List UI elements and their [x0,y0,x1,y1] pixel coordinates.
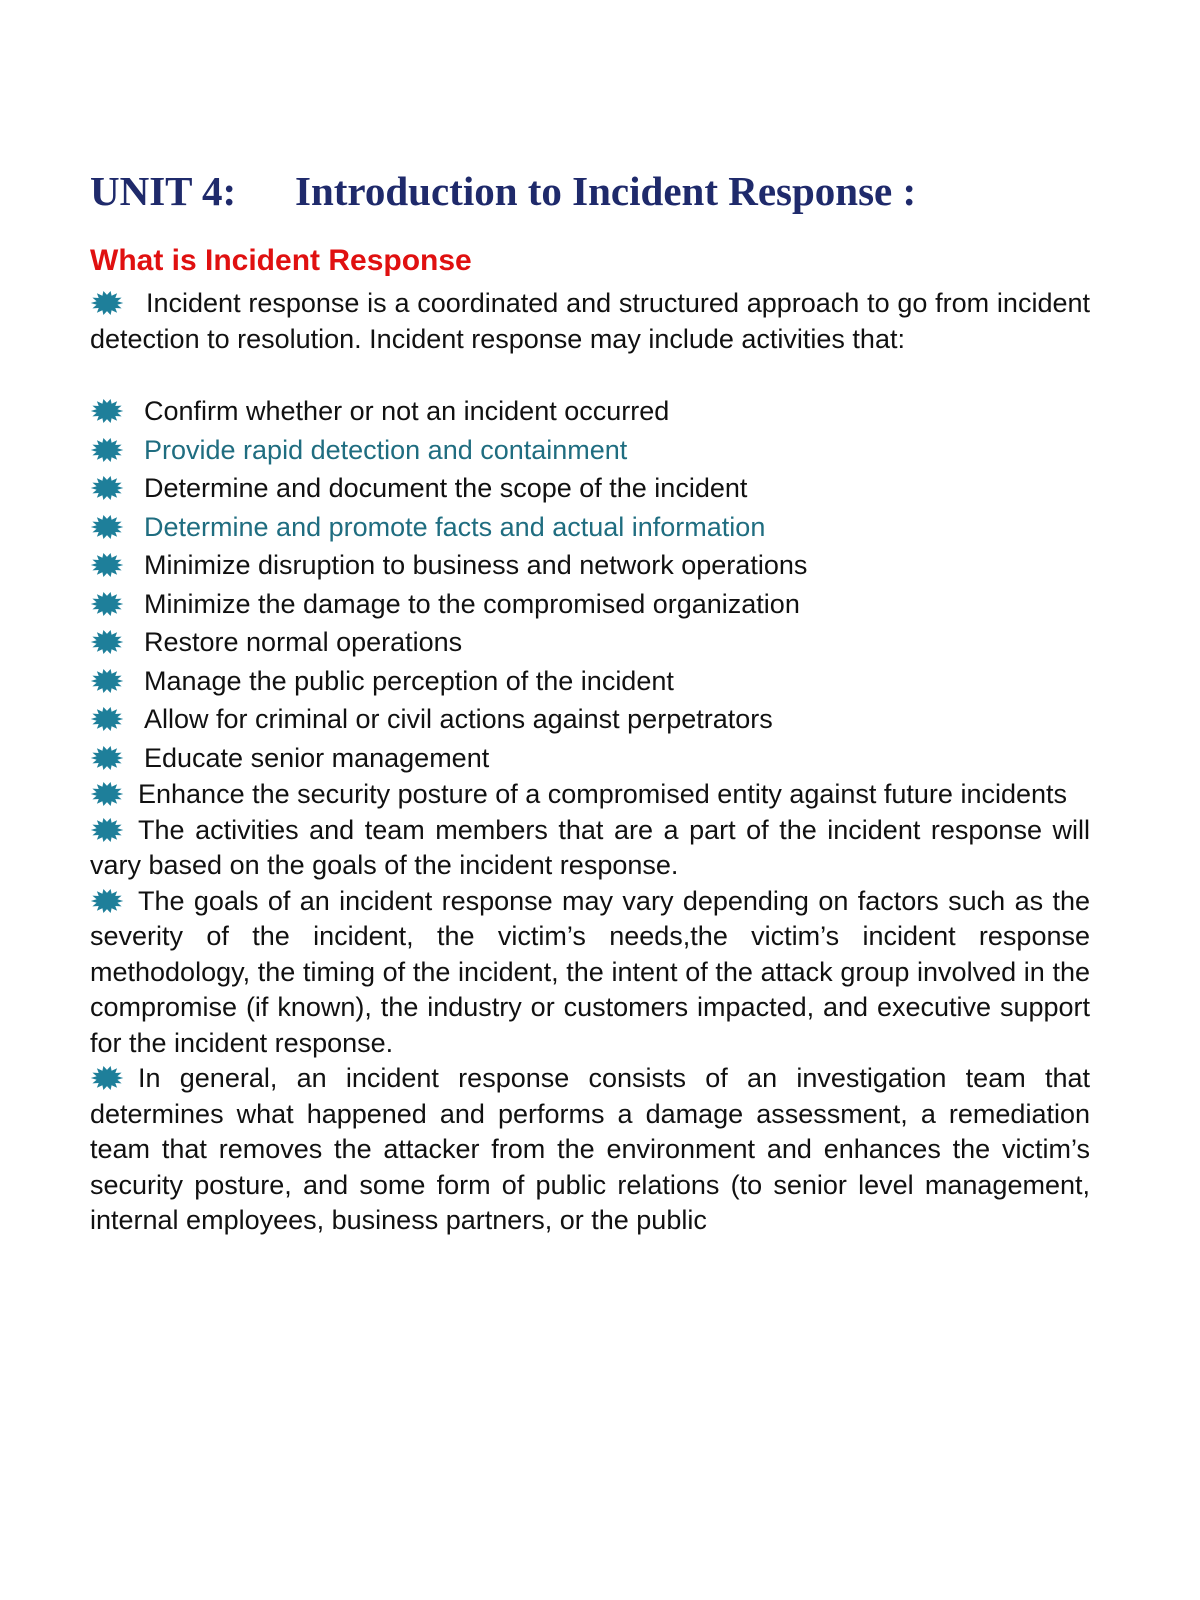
activities-list [90,392,1090,777]
list-item: Restore normal operations [90,623,1090,662]
title-unit: UNIT 4: [90,168,237,214]
document-page [90,160,1090,1239]
list-item: Allow for criminal or civil actions against perpetrators [90,700,1090,739]
title-text: Introduction to Incident Response [295,168,893,214]
list-item: Manage the public perception of the incident [90,662,1090,701]
teal-burst-icon [90,591,124,617]
teal-burst-icon [90,1065,124,1091]
teal-burst-icon [90,888,124,914]
teal-burst-icon [90,817,124,843]
teal-burst-icon [90,475,124,501]
teal-burst-icon [90,781,124,807]
list-item: Minimize disruption to business and network operations [90,546,1090,585]
teal-burst-icon [90,745,124,771]
list-item: Confirm whether or not an incident occurred [90,392,1090,431]
section-heading: What is Incident Response [90,244,472,277]
list-item: Provide rapid detection and containment [90,431,1090,470]
activities-paragraph: The activities and team members that are a part of the incident response will vary based on the goals of the incident response. [90,814,1090,880]
teal-burst-icon [90,706,124,732]
page-title [90,160,1090,222]
list-item: Determine and promote facts and actual information [90,508,1090,547]
list-item: Educate senior management [90,739,1090,778]
general-paragraph: In general, an incident response consists of an investigation team that determines what happened and performs a damage assessment, a remediation team that removes the attacker from the environment and enhances the victim’s security posture, and some form of public relations (to senior level management, internal employees, business partners, or the public [90,1063,1090,1235]
teal-burst-icon [90,398,124,424]
intro-paragraph [90,286,1090,357]
list-item: Minimize the damage to the compromised organization [90,585,1090,624]
teal-burst-icon [90,668,124,694]
enhance-paragraph: Enhance the security posture of a compromised entity against future incidents [90,777,1090,813]
title-colon: : [892,168,917,214]
teal-burst-icon [90,552,124,578]
list-item: Determine and document the scope of the incident [90,469,1090,508]
intro-text: Incident response is a coordinated and structured approach to go from incident detection to resolution. Incident response may include activities that: [90,288,1090,354]
teal-burst-icon [90,290,124,316]
teal-burst-icon [90,437,124,463]
teal-burst-icon [90,514,124,540]
teal-burst-icon [90,629,124,655]
goals-paragraph: The goals of an incident response may vary depending on factors such as the severity of the incident, the victim’s needs,the victim’s incident response methodology, the timing of the incident, the intent of the attack group involved in the compromise (if known), the industry or customers impacted, and executive support for the incident response. [90,885,1090,1058]
